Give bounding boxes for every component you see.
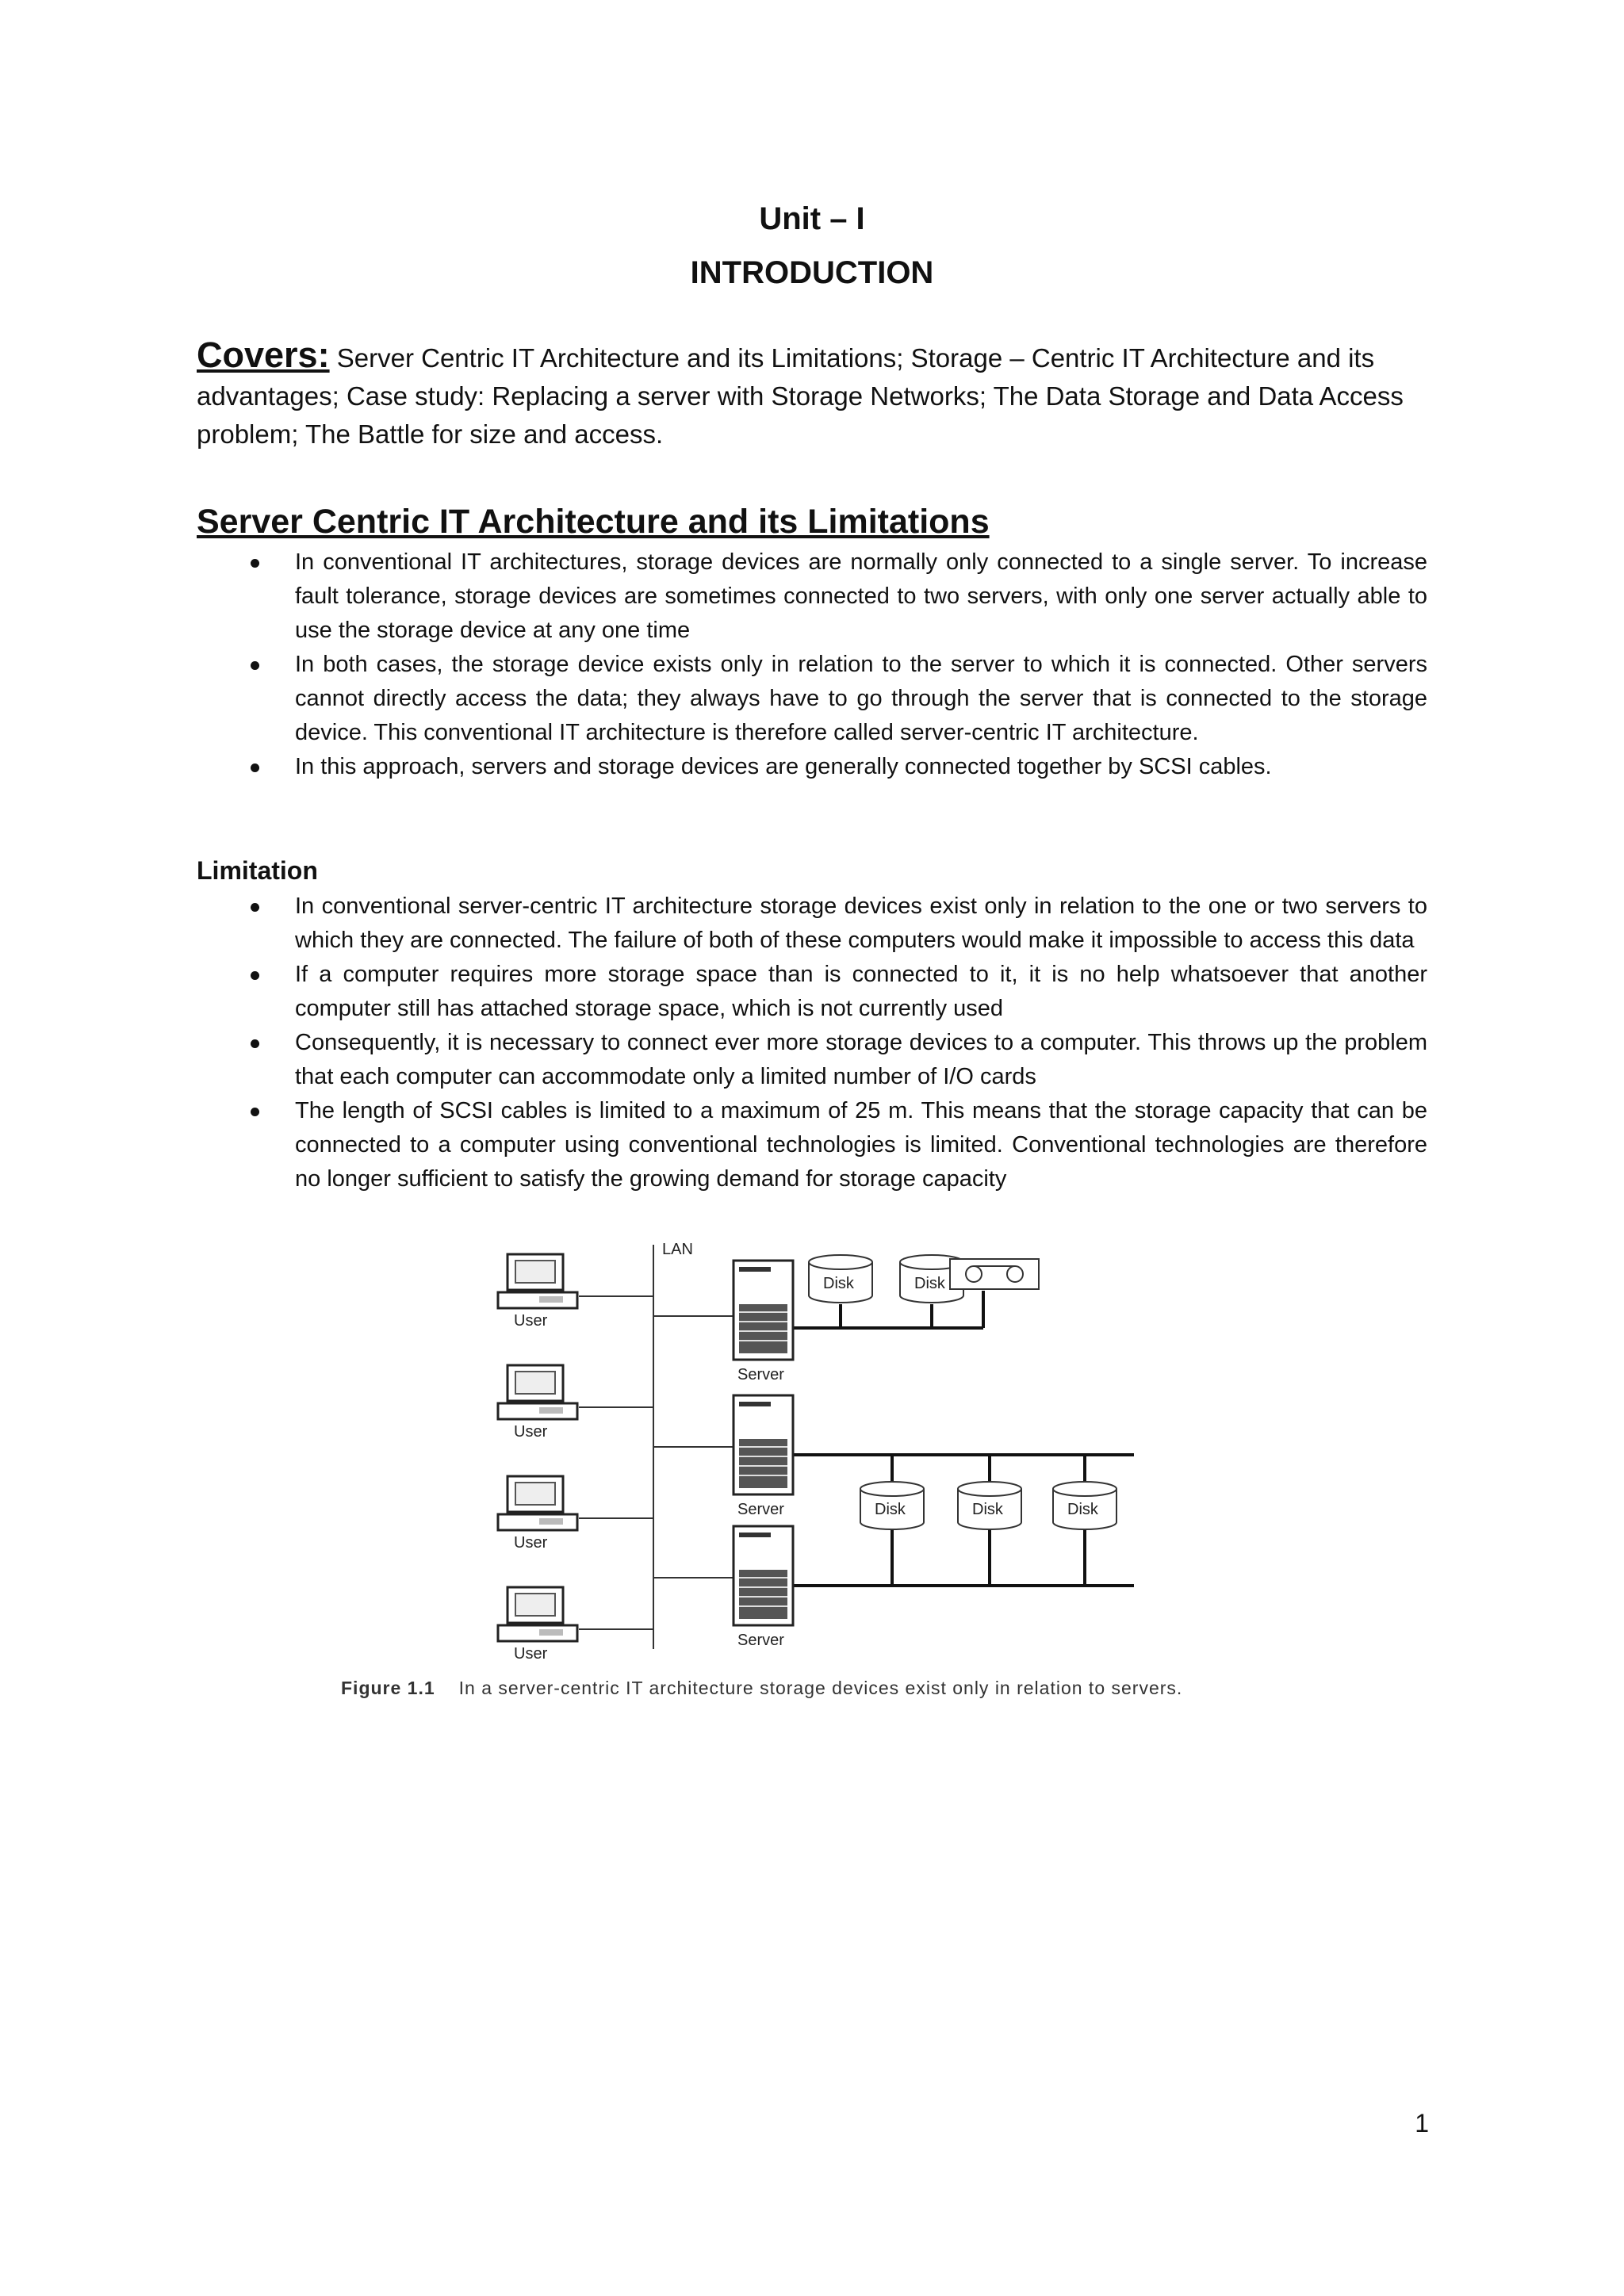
- covers-lead: Covers:: [197, 335, 330, 375]
- disk-label: Disk: [914, 1275, 945, 1292]
- user-label: User: [514, 1534, 548, 1552]
- list-item: If a computer requires more storage space than is connected to it, it is no help whatsoever that another computer still has attached storage space, which is not currently used: [197, 958, 1427, 1026]
- limitation-heading: Limitation: [197, 856, 318, 885]
- user-workstation: [498, 1587, 577, 1663]
- page-title: INTRODUCTION: [690, 255, 934, 290]
- server-label: Server: [737, 1366, 784, 1383]
- figure-server-centric-diagram: [492, 1237, 1142, 1681]
- server-label: Server: [737, 1501, 784, 1518]
- network-diagram: [492, 1237, 1142, 1681]
- covers-text: Server Centric IT Architecture and its Limitations; Storage – Centric IT Architecture and its advantages; Case study: Replacing a server with Storage Networks; The Data Storage and Data Access problem; The Battle for size and access.: [197, 343, 1404, 449]
- section-bullet-list: [197, 545, 1427, 784]
- disk-icon: [809, 1255, 872, 1303]
- list-item: In this approach, servers and storage devices are generally connected together by SCSI cables.: [197, 750, 1427, 784]
- server-label: Server: [737, 1632, 784, 1649]
- disk-label: Disk: [875, 1501, 906, 1518]
- server-unit: [733, 1395, 793, 1518]
- tape-drive-icon: [950, 1259, 1039, 1289]
- lan-label: LAN: [662, 1241, 693, 1258]
- section-heading: Server Centric IT Architecture and its Limitations: [197, 503, 990, 541]
- covers-paragraph: [197, 336, 1427, 453]
- disk-label: Disk: [1067, 1501, 1098, 1518]
- disk-icon: [860, 1482, 924, 1529]
- user-workstation: [498, 1476, 577, 1552]
- user-label: User: [514, 1645, 548, 1663]
- disk-icon: [1053, 1482, 1116, 1529]
- list-item: In conventional IT architectures, storage devices are normally only connected to a single server. To increase fault tolerance, storage devices are sometimes connected to two servers, with only one server actually able to use the storage device at any one time: [197, 545, 1427, 648]
- user-label: User: [514, 1312, 548, 1330]
- list-item: The length of SCSI cables is limited to a maximum of 25 m. This means that the storage capacity that can be connected to a computer using conventional technologies is limited. Conventional technologies are therefore no longer sufficient to satisfy the growing demand for storage capacity: [197, 1094, 1427, 1196]
- server-unit: [733, 1261, 793, 1383]
- figure-caption-text: In a server-centric IT architecture storage devices exist only in relation to servers.: [458, 1678, 1183, 1698]
- unit-title: Unit – I: [759, 201, 865, 236]
- list-item: In both cases, the storage device exists only in relation to the server to which it is connected. Other servers cannot directly access the data; they always have to go through the server that is connected to the storage device. This conventional IT architecture is therefore called server-centric IT architecture.: [197, 648, 1427, 750]
- user-label: User: [514, 1423, 548, 1441]
- list-item: Consequently, it is necessary to connect ever more storage devices to a computer. This throws up the problem that each computer can accommodate only a limited number of I/O cards: [197, 1026, 1427, 1094]
- user-workstation: [498, 1365, 577, 1441]
- figure-caption-label: Figure 1.1: [341, 1678, 435, 1698]
- disk-icon: [958, 1482, 1021, 1529]
- server-unit: [733, 1526, 793, 1649]
- disk-label: Disk: [972, 1501, 1003, 1518]
- page-number: 1: [1415, 2109, 1429, 2137]
- list-item: In conventional server-centric IT architecture storage devices exist only in relation to the one or two servers to which they are connected. The failure of both of these computers would make it impossible to access this data: [197, 890, 1427, 958]
- limitation-bullet-list: [197, 890, 1427, 1196]
- figure-caption: [341, 1676, 1293, 1700]
- user-workstation: [498, 1254, 577, 1330]
- disk-label: Disk: [823, 1275, 854, 1292]
